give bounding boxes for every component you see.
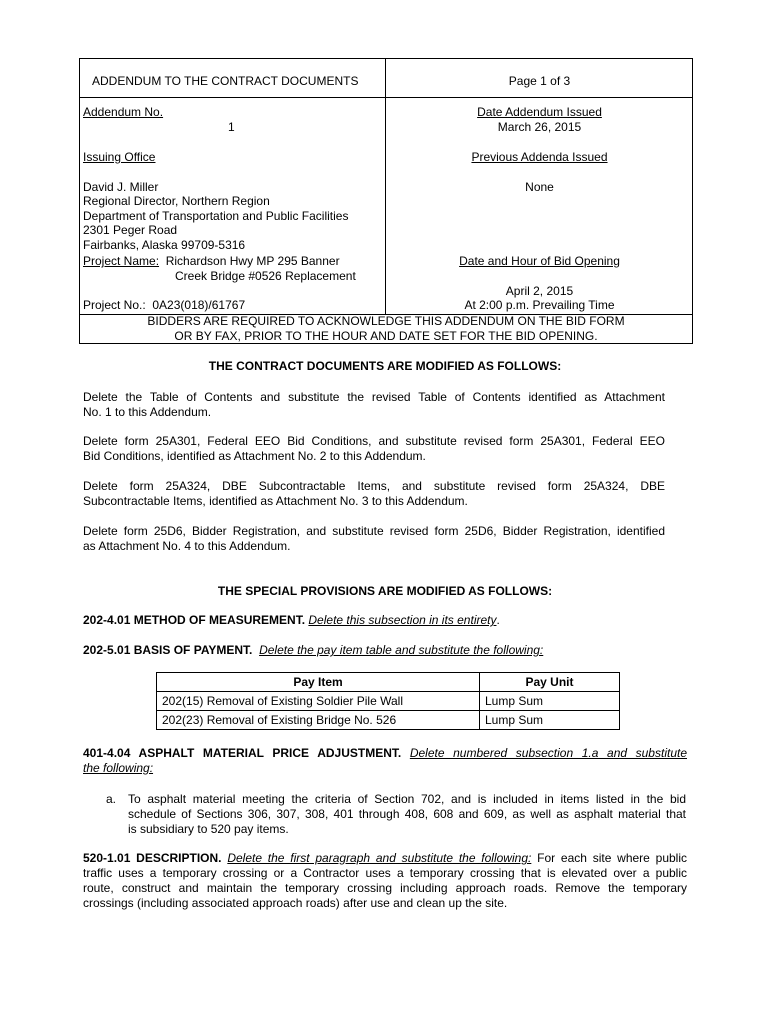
- addendum-no-value: 1: [228, 120, 235, 134]
- section-401-404: [83, 746, 687, 776]
- paragraph-line: traffic uses a temporary crossing or a Contractor uses a temporary crossing that is elevated over a public: [83, 866, 687, 880]
- list-item-line: schedule of Sections 306, 307, 308, 401 through 408, 608 and 609, as well as asphalt material that: [128, 807, 686, 821]
- pay-unit-cell: Lump Sum: [480, 692, 620, 711]
- section-202-401-title: 202-4.01 METHOD OF MEASUREMENT.: [83, 613, 306, 627]
- pay-item-header: Pay Item: [157, 673, 480, 692]
- header-divider: [79, 97, 693, 98]
- section-401-404-title: 401-4.04 ASPHALT MATERIAL PRICE ADJUSTMENT.: [83, 746, 402, 760]
- addendum-title: ADDENDUM TO THE CONTRACT DOCUMENTS: [92, 74, 359, 88]
- issuer-department: Department of Transportation and Public Facilities: [83, 209, 349, 223]
- date-issued-label: Date Addendum Issued: [477, 105, 602, 119]
- pay-item-cell: 202(15) Removal of Existing Soldier Pile Wall: [157, 692, 480, 711]
- section-202-401-period: .: [496, 613, 500, 627]
- section-401-404-text: Delete numbered subsection 1.a and substitute: [409, 746, 687, 760]
- section-520-101-line1: [83, 851, 687, 866]
- section-202-401-text: Delete this subsection in its entirety: [308, 613, 497, 627]
- paragraph-line: No. 1 to this Addendum.: [83, 405, 212, 419]
- contract-paragraph: [83, 479, 665, 509]
- date-issued-value: March 26, 2015: [497, 120, 582, 134]
- section-401-404-text-cont: the following:: [83, 761, 154, 775]
- bidder-notice-line1: BIDDERS ARE REQUIRED TO ACKNOWLEDGE THIS ADDENDUM ON THE BID FORM: [147, 314, 625, 328]
- section-520-101-title: 520-1.01 DESCRIPTION.: [83, 851, 222, 865]
- issuer-street: 2301 Peger Road: [83, 223, 178, 237]
- page-number: Page 1 of 3: [508, 74, 571, 88]
- project-name: [83, 254, 340, 269]
- list-item-line: is subsidiary to 520 pay items.: [128, 822, 289, 836]
- paragraph-line: Bid Conditions, identified as Attachment No. 2 to this Addendum.: [83, 449, 426, 463]
- project-name-label: Project Name:: [83, 254, 160, 268]
- bidder-notice-line2: OR BY FAX, PRIOR TO THE HOUR AND DATE SET FOR THE BID OPENING.: [174, 329, 598, 343]
- table-header-row: [157, 673, 620, 692]
- table-row: [157, 711, 620, 730]
- paragraph-line: route, construct and maintain the temporary crossing including approach roads. Remove the temporary: [83, 881, 687, 895]
- previous-addenda-label: Previous Addenda Issued: [471, 150, 608, 164]
- issuer-title: Regional Director, Northern Region: [83, 194, 270, 208]
- project-no-label: Project No.:: [83, 298, 146, 312]
- contract-section-heading: THE CONTRACT DOCUMENTS ARE MODIFIED AS FOLLOWS:: [208, 359, 562, 373]
- bid-opening-date: April 2, 2015: [505, 284, 574, 298]
- paragraph-line: Delete form 25A301, Federal EEO Bid Conditions, and substitute revised form 25A301, Federal EEO: [83, 434, 665, 448]
- section-520-101-text: For each site where public: [531, 851, 687, 865]
- section-520-101: [83, 851, 687, 911]
- section-520-101-italic: Delete the first paragraph and substitute the following:: [227, 851, 532, 865]
- table-row: [157, 692, 620, 711]
- paragraph-line: Subcontractable Items, identified as Attachment No. 3 to this Addendum.: [83, 494, 468, 508]
- paragraph-line: as Attachment No. 4 to this Addendum.: [83, 539, 291, 553]
- addendum-no-label: Addendum No.: [83, 105, 164, 119]
- pay-item-table: [156, 672, 620, 730]
- project-name-line1: Richardson Hwy MP 295 Banner: [165, 254, 340, 268]
- list-item-a: [128, 792, 686, 837]
- project-no-value: 0A23(018)/61767: [152, 298, 246, 312]
- special-section-heading: THE SPECIAL PROVISIONS ARE MODIFIED AS FOLLOWS:: [217, 584, 553, 598]
- section-202-401: [83, 613, 500, 628]
- issuer-city: Fairbanks, Alaska 99709-5316: [83, 238, 246, 252]
- pay-unit-header: Pay Unit: [480, 673, 620, 692]
- paragraph-line: Delete form 25A324, DBE Subcontractable Items, and substitute revised form 25A324, DBE: [83, 479, 665, 493]
- bid-opening-time: At 2:00 p.m. Prevailing Time: [464, 298, 615, 312]
- contract-paragraph: [83, 524, 665, 554]
- section-202-501-text: Delete the pay item table and substitute the following:: [259, 643, 544, 657]
- previous-addenda-value: None: [525, 180, 554, 194]
- section-202-501-title: 202-5.01 BASIS OF PAYMENT.: [83, 643, 253, 657]
- project-number: [83, 298, 245, 313]
- bid-opening-label: Date and Hour of Bid Opening: [459, 254, 620, 268]
- issuer-name: David J. Miller: [83, 180, 159, 194]
- project-name-line2: Creek Bridge #0526 Replacement: [175, 269, 356, 283]
- paragraph-line: Delete form 25D6, Bidder Registration, and substitute revised form 25D6, Bidder Registration, identified: [83, 524, 665, 538]
- paragraph-line: Delete the Table of Contents and substitute the revised Table of Contents identified as Attachment: [83, 390, 665, 404]
- contract-paragraph: [83, 434, 665, 464]
- paragraph-line: crossings (including associated approach roads) after use and clean up the site.: [83, 896, 508, 910]
- issuing-office-label: Issuing Office: [83, 150, 156, 164]
- section-401-404-line1: [83, 746, 687, 761]
- section-202-501: [83, 643, 543, 658]
- list-marker: a.: [106, 792, 117, 806]
- list-item-line: To asphalt material meeting the criteria of Section 702, and is included in items listed in the bid: [128, 792, 686, 806]
- pay-item-cell: 202(23) Removal of Existing Bridge No. 526: [157, 711, 480, 730]
- pay-unit-cell: Lump Sum: [480, 711, 620, 730]
- contract-paragraph: [83, 390, 665, 420]
